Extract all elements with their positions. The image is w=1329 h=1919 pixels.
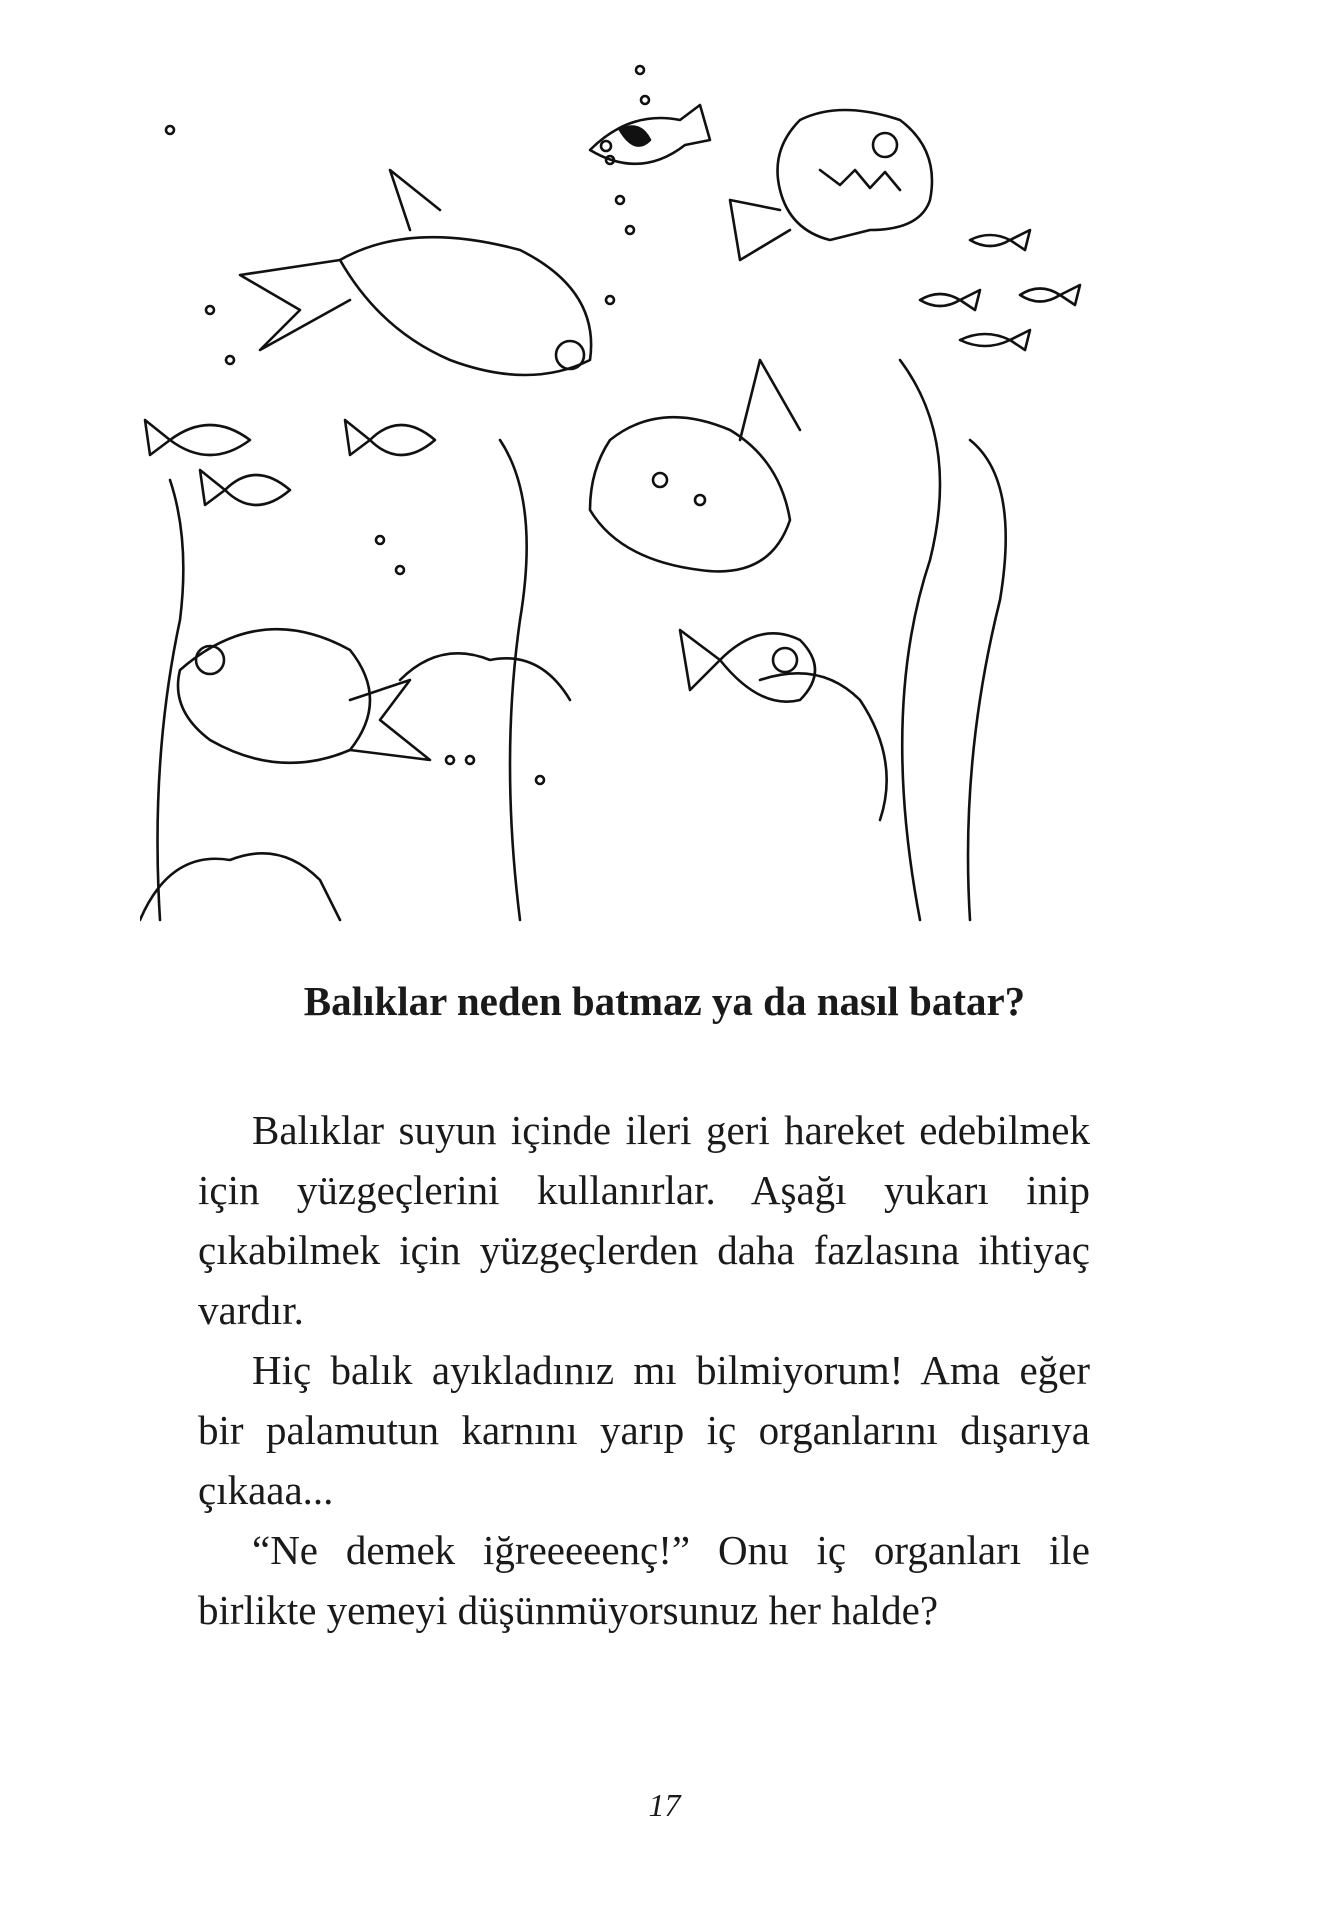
small-fish-top [590,105,710,164]
fish-drawing [140,60,1200,940]
big-fish-lower-left [178,629,430,763]
small-fish-left [145,420,435,505]
underwater-fish-illustration [140,60,1200,940]
big-fish-upper-left [240,170,591,375]
fish-lower-right [680,630,815,702]
paragraph-3: “Ne demek iğreeeeenç!” Onu iç organları ile birlikte yemeyi düşünmüyorsunuz her halde? [198,1527,1090,1633]
seaweed [158,360,1006,920]
paragraph-2: Hiç balık ayıkladınız mı bilmiyorum! Ama eğer bir palamutun karnını yarıp iç organlarını dışarıya çıkaaa... [198,1347,1090,1513]
paragraph-1: Balıklar suyun içinde ileri geri hareket edebilmek için yüzgeçlerini kullanırlar. Aşağı yukarı inip çıkabilmek için yüzgeçlerden daha fazlasına ihtiyaç vardır. [198,1107,1090,1333]
piranha-fish [730,110,932,260]
page-number: 17 [648,1787,681,1823]
flounder-fish [590,360,800,571]
section-heading: Balıklar neden batmaz ya da nasıl batar? [303,978,1026,1024]
body-text [198,1100,1090,1640]
tiny-fish-group [920,230,1080,350]
